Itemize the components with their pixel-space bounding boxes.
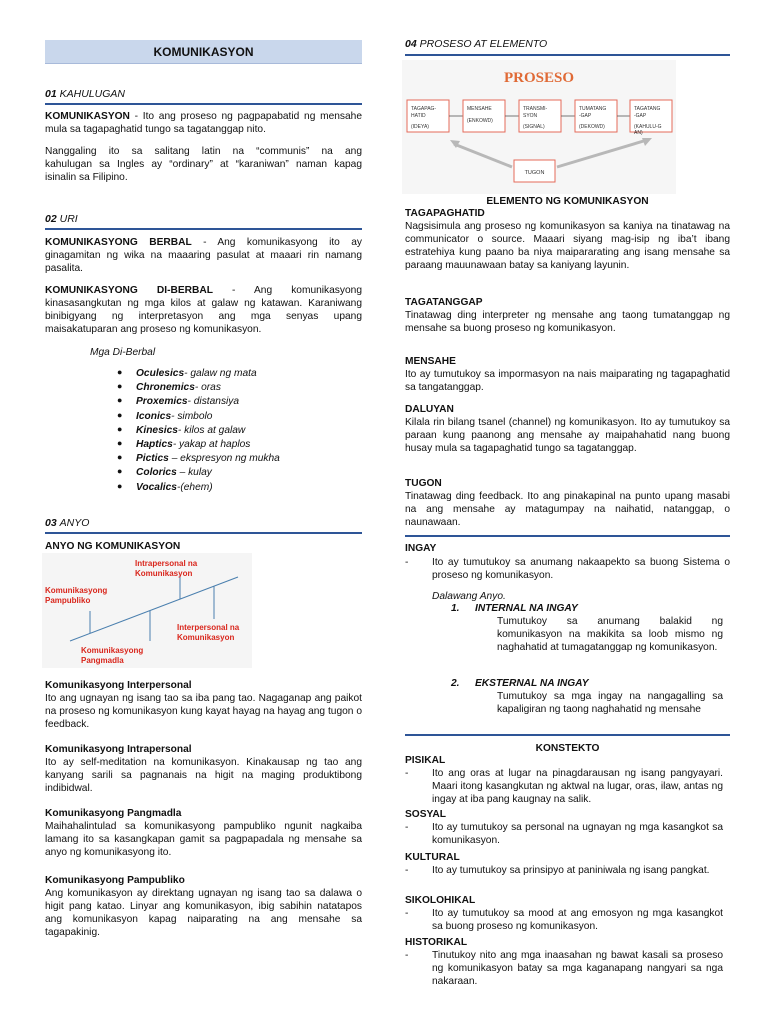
nonverbal-item — [117, 395, 280, 409]
section-number: 04 — [405, 38, 417, 50]
proseso-step-label: TAGAPAG- — [411, 106, 437, 112]
element-text-mensahe: Ito ay tumutukoy sa impormasyon na nais maiparating ng tagapaghatid sa tangatanggap. — [405, 369, 730, 394]
proseso-step-sub: AN) — [634, 130, 643, 136]
dash-marker: - — [405, 822, 409, 833]
nonverbal-desc: - galaw ng mata — [184, 368, 257, 379]
type-text-pangmadla: Maihahalintulad sa komunikasyong pampubliko ngunit nagkaiba lamang ito sa kasangkapan gamit sa pagpapadala ng mensahe sa anyo ng komunikasyong ito. — [45, 821, 362, 859]
type-text-intrapersonal: Ito ay self-meditation na komunikasyon. Kinakausap ng tao ang kanyang sarili sa pagnanais na higit na maging produktibong indibidwal. — [45, 757, 362, 795]
ingay-text: Ito ay tumutukoy sa anumang nakaapekto sa buong Sistema o proseso ng komunikasyon. — [432, 557, 730, 582]
berbal-term: KOMUNIKASYONG BERBAL — [45, 237, 192, 248]
proseso-step-label: -GAP — [579, 113, 592, 119]
konstekto-text: Tinutukoy nito ang mga inaasahan ng bawat kasali sa proseso ng komunikasyon batay sa mga kaganapang nangyari sa nga nakaraan. — [432, 950, 723, 988]
section-02-heading — [45, 213, 78, 226]
nonverbal-desc: - yakap at haplos — [172, 438, 251, 450]
nonverbal-item — [117, 452, 280, 466]
nonverbal-term: Chronemics — [136, 382, 195, 394]
origin-paragraph — [45, 145, 362, 184]
konstekto-item — [405, 864, 723, 892]
dash-marker: - — [405, 908, 409, 919]
bullet: ● — [117, 452, 123, 463]
ingay-heading: INGAY — [405, 543, 437, 554]
element-heading-tagatanggap: TAGATANGGAP — [405, 297, 483, 308]
dash-marker: - — [405, 557, 409, 568]
internal-title: INTERNAL NA INGAY — [475, 603, 578, 614]
element-text-tugon: Tinatawag ding feedback. Ito ang pinakapinal na punto upang masabi na ang mensahe ay matagumpay na naihatid, natanggap, o naunawaan. — [405, 491, 730, 529]
internal-number: 1. — [451, 603, 460, 614]
section-04-heading — [405, 38, 547, 51]
nonverbal-term: Haptics — [136, 438, 173, 450]
dalawang-anyo-label: Dalawang Anyo. — [432, 591, 506, 602]
section-rule — [405, 54, 730, 56]
proseso-step-label: TUMATANG — [579, 106, 607, 112]
proseso-steps — [407, 100, 672, 136]
proseso-step-box — [463, 100, 505, 132]
label-pampubliko-1: Komunikasyong — [45, 586, 108, 595]
konstekto-item — [405, 767, 723, 807]
origin-line-2: kahulugan sa Ingles ay “ordinary” at “karaniwan” naman kapag — [45, 159, 362, 171]
nonverbal-item — [117, 423, 280, 438]
type-heading-pangmadla: Komunikasyong Pangmadla — [45, 808, 182, 819]
proseso-title: PROSESO — [503, 70, 575, 86]
section-rule — [405, 734, 730, 736]
konstekto-heading-item: KULTURAL — [405, 852, 460, 863]
anyo-diagram — [42, 553, 252, 668]
tugon-label: TUGON — [524, 170, 545, 176]
section-label: ANYO — [59, 517, 90, 529]
nonverbal-desc: – ekspresyon ng mukha — [168, 453, 280, 465]
section-number: 02 — [45, 213, 57, 225]
nonverbal-item — [117, 367, 280, 381]
proseso-step-label: MENSAHE — [467, 106, 492, 112]
type-text-interpersonal: Ito ang ugnayan ng isang tao sa iba pang tao. Nagaganap ang paikot na proseso ng komunikasyon kung kayat hayag na hayag ang tugon o feedback. — [45, 693, 362, 731]
nonverbal-term: Proxemics — [136, 396, 188, 408]
origin-line-1: Nanggaling ito sa salitang latin na “communis” na ang — [45, 146, 362, 157]
bullet: ● — [117, 395, 123, 406]
proseso-step-sub: (SIGNAL) — [523, 124, 545, 130]
bullet: ● — [117, 381, 123, 392]
konstekto-heading-item: SIKOLOHIKAL — [405, 895, 476, 906]
konstekto-heading: KONSTEKTO — [535, 743, 600, 754]
section-03-heading — [45, 517, 89, 530]
proseso-step-label: -GAP — [634, 113, 647, 119]
proseso-step-sub: (DEKOWD) — [579, 124, 605, 130]
section-number: 03 — [45, 517, 57, 529]
element-heading-daluyan: DALUYAN — [405, 404, 454, 415]
bullet: ● — [117, 480, 123, 491]
section-number: 01 — [45, 88, 57, 100]
bullet: ● — [117, 437, 123, 448]
type-heading-pampubliko: Komunikasyong Pampubliko — [45, 875, 185, 886]
nonverbal-item — [117, 437, 280, 452]
proseso-diagram — [402, 60, 676, 194]
eksternal-title: EKSTERNAL NA INGAY — [475, 678, 589, 689]
nonverbal-desc: – kulay — [176, 467, 212, 479]
nonverbal-term: Pictics — [136, 453, 169, 465]
proseso-step-label: HATID — [411, 113, 426, 119]
label-intrapersonal-2: Komunikasyon — [135, 569, 193, 578]
nonverbal-term: Oculesics — [136, 368, 185, 379]
nonverbal-desc: - oras — [194, 382, 221, 394]
diberbal-term: KOMUNIKASYONG DI-BERBAL — [45, 285, 213, 296]
mga-diberbal-label: Mga Di-Berbal — [90, 347, 156, 358]
elemento-heading: ELEMENTO NG KOMUNIKASYON — [486, 196, 649, 207]
eksternal-text: Tumutukoy sa mga ingay na nangagalling sa kapaligiran ng taong naghahatid ng mensahe — [497, 691, 723, 716]
section-rule — [45, 103, 362, 105]
type-heading-intrapersonal: Komunikasyong Intrapersonal — [45, 744, 192, 755]
nonverbal-desc: -(ehem) — [176, 481, 213, 493]
konstekto-heading-item: PISIKAL — [405, 755, 446, 766]
label-pampubliko-2: Pampubliko — [45, 596, 91, 605]
anyo-heading: ANYO NG KOMUNIKASYON — [45, 541, 181, 552]
definition-text: - Ito ang proseso ng pagpapabatid ng mensahe mula sa tagapaghatid tungo sa tagatanggap nito. — [45, 111, 362, 136]
nonverbal-desc: - simbolo — [171, 410, 213, 422]
berbal-text: - Ang komunikasyong ito ay ginagamitan ng wika na maaaring pasulat at maaari rin namang pasalita. — [45, 237, 362, 275]
bullet: ● — [117, 409, 123, 420]
section-01-heading — [45, 88, 125, 101]
type-text-pampubliko: Ang komunikasyon ay direktang ugnayan ng isang tao sa dalawa o higit pang katao. Linyar ang komunikasyon, ibig sabihin natatapos ang komunikasyon kapag naiparating na ang mensahe sa tagapakinig. — [45, 888, 362, 939]
dash-marker: - — [405, 865, 409, 876]
internal-text: Tumutukoy sa anumang balakid ng komunikasyon na makikita sa loob mismo ng naghahatid at tumagatanggap ng komunikasyon. — [497, 616, 723, 654]
section-rule — [45, 532, 362, 534]
diberbal-paragraph — [45, 284, 362, 336]
nonverbal-term: Colorics — [136, 467, 177, 479]
nonverbal-item — [117, 466, 280, 480]
nonverbal-desc: - distansiya — [187, 396, 240, 408]
konstekto-item — [405, 821, 723, 849]
document-title: KOMUNIKASYON — [45, 40, 362, 64]
nonverbal-term: Iconics — [136, 410, 172, 422]
proseso-step-label: TRANSMI- — [523, 106, 548, 112]
type-heading-interpersonal: Komunikasyong Interpersonal — [45, 680, 192, 691]
dash-marker: - — [405, 950, 409, 961]
nonverbal-item — [117, 409, 280, 424]
element-heading-tagapaghatid: TAGAPAGHATID — [405, 208, 485, 219]
proseso-step-sub: (IDEYA) — [411, 124, 429, 130]
section-label: PROSESO AT ELEMENTO — [419, 38, 548, 50]
section-label: URI — [59, 213, 78, 225]
nonverbal-term: Kinesics — [136, 424, 178, 436]
label-pangmadla-2: Pangmadla — [81, 656, 124, 665]
label-intrapersonal-1: Intrapersonal na — [135, 559, 198, 568]
konstekto-text: Ito ay tumutukoy sa personal na ugnayan ng mga kasangkot sa komunikasyon. — [432, 822, 723, 847]
proseso-step-label: TAGATANG — [634, 106, 661, 112]
definition-term: KOMUNIKASYON — [45, 111, 130, 122]
element-text-tagatanggap: Tinatawag ding interpreter ng mensahe ang taong tumatanggap ng mensahe sa buong proseso ng komunikasyon. — [405, 310, 730, 335]
dash-marker: - — [405, 768, 409, 779]
label-pangmadla-1: Komunikasyong — [81, 646, 144, 655]
konstekto-item — [405, 907, 723, 935]
bullet: ● — [117, 466, 123, 477]
origin-line-3: isinalin sa Filipino. — [45, 172, 128, 184]
diberbal-text: - Ang komunikasyong kinasasangkutan ng mga kilos at galaw ng katawan. Karaniwang binibigyang ng interpretasyon ang mga senyas upang maisakatuparan ang proseso ng komunikasyon. — [45, 285, 362, 336]
element-text-daluyan: Kilala rin bilang tsanel (channel) ng komunikasyon. Ito ay tumutukoy sa paraan kung paanong ang mensahe ay maipahahatid nang buong husay mula sa tagapaghatid tungo sa tagatanggap. — [405, 417, 730, 455]
ingay-item — [405, 556, 730, 584]
konstekto-heading-item: HISTORIKAL — [405, 937, 468, 948]
label-interpersonal-2: Komunikasyon — [177, 633, 235, 642]
proseso-step-label: SYON — [523, 113, 538, 119]
section-label: KAHULUGAN — [59, 88, 125, 100]
element-heading-tugon: TUGON — [405, 478, 442, 489]
konstekto-text: Ito ay tumutukoy sa prinsipyo at paniniwala ng isang pangkat. — [432, 865, 710, 876]
nonverbal-item — [117, 381, 280, 395]
element-heading-mensahe: MENSAHE — [405, 356, 456, 367]
bullet: ● — [117, 423, 123, 434]
nonverbal-item — [117, 480, 280, 495]
eksternal-number: 2. — [451, 678, 460, 689]
konstekto-item — [405, 949, 723, 989]
section-rule — [405, 535, 730, 537]
proseso-step-sub: (ENKOWD) — [467, 118, 493, 124]
element-text-tagapaghatid: Nagsisimula ang proseso ng komunikasyon sa kaniya na tinatawag na communicator o source. Maaari siyang mag-isip ng iba’t ibang estratehiya kung paano ba niya maipararating ang isang mensahe sa paraang mauunawaan batay sa kaniyang layunin. — [405, 221, 730, 272]
konstekto-text: Ito ang oras at lugar na pinagdarausan ng isang pangyayari. Maari itong kasangkutan ng aktwal na lugar, oras, ilaw, antas ng ingay at iba pang kaugnay na salik. — [432, 768, 723, 806]
berbal-paragraph — [45, 236, 362, 275]
nonverbal-term: Vocalics — [136, 481, 177, 493]
konstekto-heading-item: SOSYAL — [405, 809, 446, 820]
bullet: ● — [117, 367, 123, 377]
proseso-step-sub: (KAHULU-G — [634, 124, 662, 130]
nonverbal-desc: - kilos at galaw — [177, 424, 246, 436]
konstekto-text: Ito ay tumutukoy sa mood at ang emosyon ng mga kasangkot sa buong proseso ng komunikasyon. — [432, 908, 723, 933]
definition-paragraph — [45, 110, 362, 136]
label-interpersonal-1: Interpersonal na — [177, 623, 240, 632]
nonverbal-list — [117, 367, 280, 495]
section-rule — [45, 228, 362, 230]
